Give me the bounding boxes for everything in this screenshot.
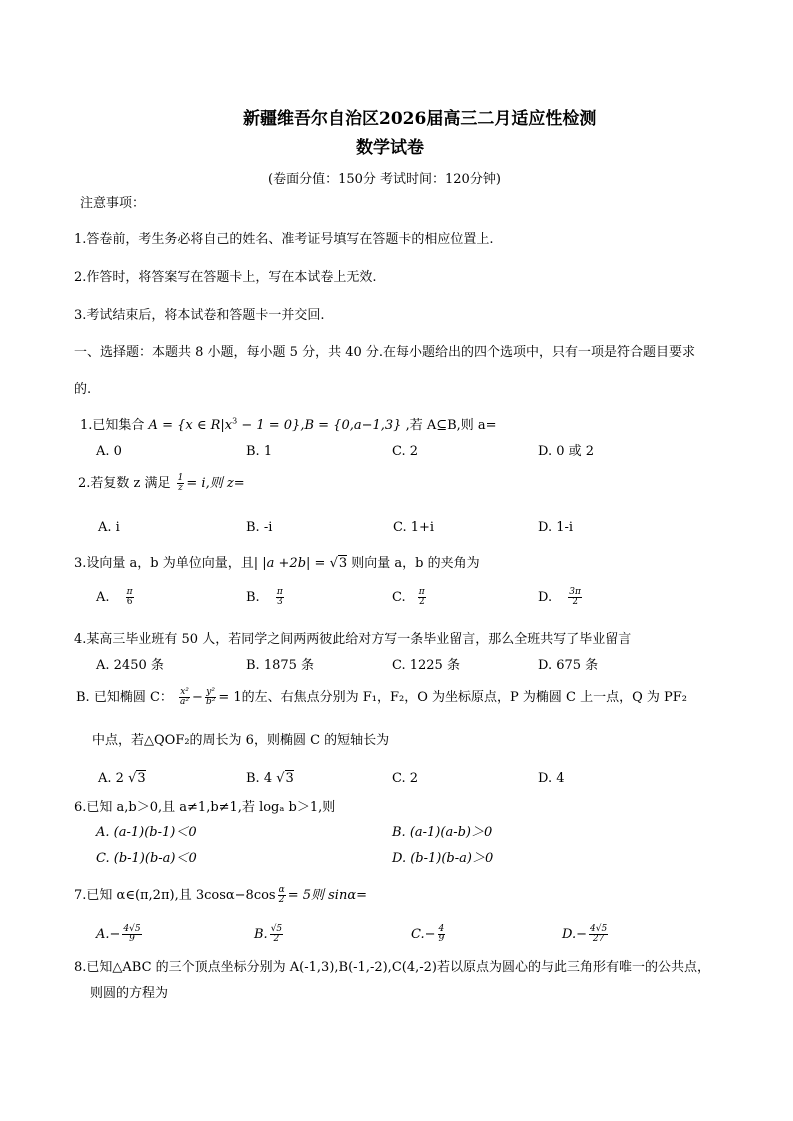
q6-option-b: B. (a-1)(a-b)＞0 <box>392 825 493 840</box>
exam-info: (卷面分值：150分 考试时间：120分钟) <box>268 172 501 187</box>
notice-item-1: 1.答卷前，考生务必将自己的姓名、准考证号填写在答题卡的相应位置上. <box>74 232 494 247</box>
question-6-stem: 6.已知 a,b＞0,且 a≠1,b≠1,若 logₐ b＞1,则 <box>74 800 336 815</box>
q7-c-frac <box>438 925 446 944</box>
q7-a-label: A.− <box>96 927 121 942</box>
q1-option-a: A. 0 <box>96 444 122 459</box>
q1-pre: 1.已知集合 <box>80 418 149 433</box>
q7-fraction <box>278 886 286 905</box>
q5-option-a: A. 2 √3 <box>98 771 146 786</box>
q3-b-den: 3 <box>276 597 283 607</box>
q7-frac-den: 2 <box>278 895 285 905</box>
q7-b-den: 2 <box>273 934 280 944</box>
q1-set-a-exp: 3 <box>232 416 238 426</box>
q7-a-den: 9 <box>129 934 135 944</box>
q7-d-frac <box>589 925 608 944</box>
q2-post: = i,则 z= <box>186 476 245 491</box>
q3-option-c-frac <box>418 588 426 607</box>
q3-option-c <box>392 588 428 607</box>
q1-set-b: ,B = {0,a−1,3} <box>300 418 402 433</box>
section-heading: 一、选择题：本题共 8 小题，每小题 5 分，共 40 分.在每小题给出的四个选项中，只有一项是符合题目要求 <box>74 345 696 360</box>
q3-c-num: π <box>418 587 425 597</box>
q3-option-b-frac <box>276 588 284 607</box>
q7-option-c <box>411 925 447 944</box>
q7-option-a <box>96 925 144 944</box>
question-3-stem: 3.设向量 a，b 为单位向量，且| |a +2b| = √3 则向量 a，b 的夹角为 <box>74 556 480 571</box>
q5-b-label: B. 4 <box>246 771 277 786</box>
q1-set-a: A = {x ∈ R|x <box>148 418 233 433</box>
q7-option-d <box>562 925 610 944</box>
q7-a-frac <box>122 925 141 944</box>
notice-heading: 注意事项： <box>80 196 146 211</box>
q5-y-num: y² <box>206 687 215 697</box>
q5-a-label: A. 2 <box>98 771 129 786</box>
q2-frac-den: z <box>178 483 183 493</box>
q2-pre: 2.若复数 z 满足 <box>78 476 171 491</box>
question-2-stem <box>78 474 245 493</box>
q7-pre: 7.已知 α∈(π,2π),且 3cosα−8cos <box>74 888 276 903</box>
q6-option-c: C. (b-1)(b-a)＜0 <box>96 851 197 866</box>
q7-c-num: 4 <box>438 924 445 934</box>
q7-d-num: 4√5 <box>589 924 608 934</box>
question-7-stem <box>74 886 367 905</box>
q3-a-num: π <box>126 587 133 597</box>
q1-option-b: B. 1 <box>246 444 273 459</box>
q3-option-d-frac <box>568 588 582 607</box>
q1-option-d: D. 0 或 2 <box>538 444 595 459</box>
q3-a-den: 6 <box>126 597 133 607</box>
q4-option-a: A. 2450 条 <box>96 658 164 673</box>
exam-subtitle: 数学试卷 <box>356 138 424 158</box>
q3-option-c-label: C. <box>392 590 406 605</box>
question-5-stem-cont: 中点，若△QOF₂的周长为 6，则椭圆 C 的短轴长为 <box>92 733 390 748</box>
q5-pre: B. 已知椭圆 C： <box>76 690 173 705</box>
notice-item-2: 2.作答时，将答案写在答题卡上，写在本试卷上无效. <box>74 270 377 285</box>
q3-sqrt: 3 <box>338 556 348 571</box>
q3-b-num: π <box>276 587 283 597</box>
question-1-stem <box>80 418 497 434</box>
q5-option-d: D. 4 <box>538 771 565 786</box>
q4-option-d: D. 675 条 <box>538 658 599 673</box>
question-5-stem: B. 已知椭圆 C： $\frac{\text{x²}}{\text{a²}}$ − $\frac{\text{y²}}{\text{b²}}$ = 1的左、右焦点分别为 F₁，F₂，O 为坐标原点，P 为椭圆 C 上一点，Q 为 PF₂ <box>76 687 687 707</box>
q5-frac-x <box>179 688 190 707</box>
q6-option-a: A. (a-1)(b-1)＜0 <box>96 825 197 840</box>
q3-d-den: 2 <box>572 597 578 607</box>
q5-option-b: B. 4 √3 <box>246 771 294 786</box>
q3-post: 则向量 a，b 的夹角为 <box>347 556 480 571</box>
q5-post: = 1的左、右焦点分别为 F₁，F₂，O 为坐标原点，P 为椭圆 C 上一点，Q 为 PF₂ <box>218 690 687 705</box>
q2-option-a: A. i <box>98 520 120 535</box>
q3-option-a-frac <box>126 588 134 607</box>
q3-option-a-label: A. <box>96 590 110 605</box>
q6-option-d: D. (b-1)(b-a)＞0 <box>392 851 494 866</box>
q3-option-a <box>96 588 136 607</box>
q3-option-d-label: D. <box>538 590 553 605</box>
q7-post: = 5则 sinα= <box>287 888 367 903</box>
q7-b-label: B. <box>254 927 268 942</box>
question-4-stem: 4.某高三毕业班有 50 人，若同学之间两两彼此给对方写一条毕业留言，那么全班共写了毕业留言 <box>74 632 632 647</box>
notice-item-3: 3.考试结束后，将本试卷和答题卡一并交回. <box>74 308 325 323</box>
q4-option-b: B. 1875 条 <box>246 658 315 673</box>
q4-option-c: C. 1225 条 <box>392 658 460 673</box>
q1-option-c: C. 2 <box>392 444 419 459</box>
q3-option-b <box>246 588 286 607</box>
q2-option-b: B. -i <box>246 520 273 535</box>
q2-option-c: C. 1+i <box>393 520 435 535</box>
q7-b-num: √5 <box>270 924 283 934</box>
q3-expression: |a +2b| = <box>262 556 330 571</box>
q3-c-den: 2 <box>418 597 425 607</box>
q3-pre: 3.设向量 a，b 为单位向量，且| <box>74 556 263 571</box>
q5-y-den: b² <box>205 697 216 707</box>
q3-option-b-label: B. <box>246 590 260 605</box>
question-8-stem: 8.已知△ABC 的三个顶点坐标分别为 A(-1,3),B(-1,-2),C(4,-2)若以原点为圆心的与此三角形有唯一的公共点， <box>74 960 710 975</box>
section-heading-cont: 的. <box>74 382 92 397</box>
q1-set-a-end: − 1 = 0} <box>237 418 301 433</box>
q7-b-frac <box>270 925 283 944</box>
q5-frac-y <box>205 688 216 707</box>
question-8-stem-cont: 则圆的方程为 <box>90 986 169 1001</box>
q3-d-num: 3π <box>569 587 581 597</box>
q5-x-num: x² <box>180 687 189 697</box>
exam-title: 新疆维吾尔自治区2026届高三二月适应性检测 <box>243 109 597 129</box>
q2-option-d: D. 1-i <box>538 520 574 535</box>
q7-c-label: C.− <box>411 927 436 942</box>
q2-frac-num: 1 <box>177 473 184 483</box>
q2-fraction <box>177 474 185 493</box>
q7-option-b <box>254 925 285 944</box>
q5-b-sqrt: 3 <box>285 771 294 786</box>
q7-a-num: 4√5 <box>123 924 141 934</box>
q7-d-label: D.− <box>562 927 587 942</box>
q3-option-d <box>538 588 584 607</box>
q7-frac-num: α <box>278 885 285 895</box>
q1-post: ,若 A⊆B,则 a= <box>401 418 497 433</box>
q5-option-c: C. 2 <box>392 771 419 786</box>
q5-x-den: a² <box>180 697 190 707</box>
q5-a-sqrt: 3 <box>137 771 146 786</box>
q7-c-den: 9 <box>438 934 445 944</box>
q7-d-den: 27 <box>592 934 605 944</box>
